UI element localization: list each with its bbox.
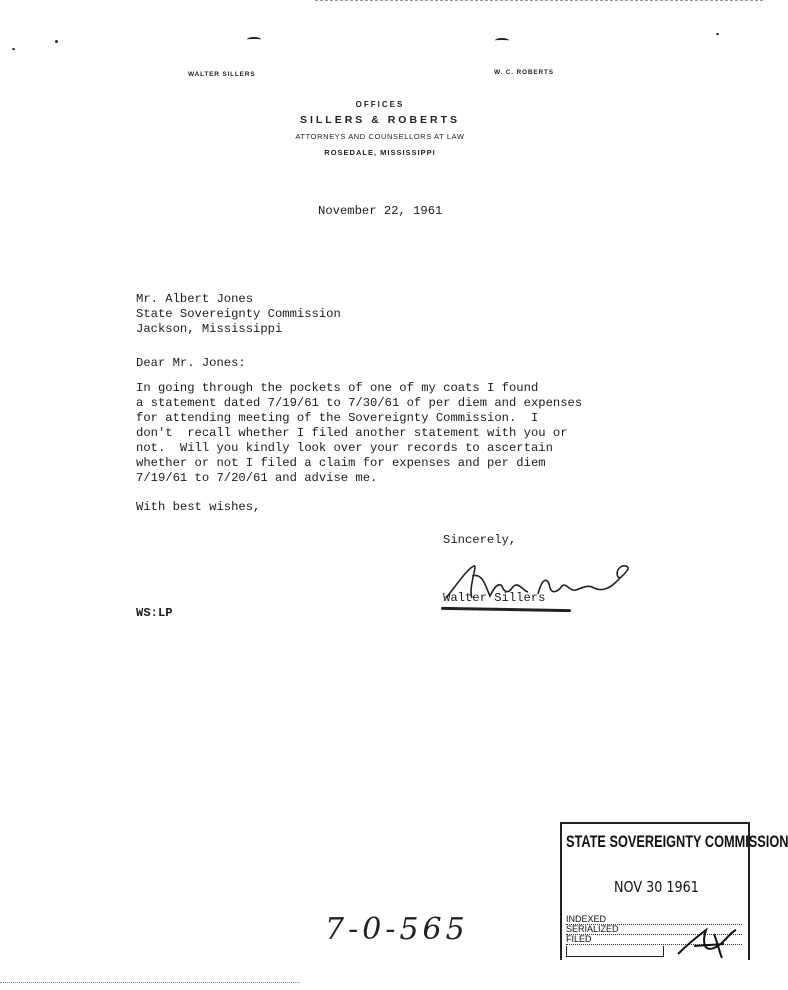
received-stamp [560,822,788,960]
address-line: Jackson, Mississippi [136,322,283,336]
letter-date: November 22, 1961 [318,204,443,218]
stamp-box [566,946,664,957]
body-line: whether or not I filed a claim for expenses and per diem [136,456,546,470]
scan-speck [12,48,15,50]
closing: With best wishes, [136,500,261,514]
recipient-address [136,292,341,337]
stamp-date: NOV 30 1961 [614,878,699,896]
scan-edge-marks [315,0,763,4]
partner-name-right: W. C. ROBERTS [494,69,554,76]
letterhead-firm-name: SILLERS & ROBERTS [299,114,461,126]
letterhead-offices: OFFICES [355,100,405,109]
body-line: 7/19/61 to 7/20/61 and advise me. [136,471,378,485]
address-line: State Sovereignty Commission [136,307,341,321]
scan-speck [716,33,719,35]
stamp-field-indexed: INDEXED [566,914,742,925]
scan-speck [55,40,58,43]
body-line: for attending meeting of the Sovereignty Commission. I [136,411,539,425]
address-line: Mr. Albert Jones [136,292,254,306]
letterhead-mark [495,38,509,43]
letterhead-city: ROSEDALE, MISSISSIPPI [324,148,436,157]
stamp-header: STATE SOVEREIGNTY COMMISSION [566,832,788,851]
scan-edge-marks [0,982,300,983]
body-line: don't recall whether I filed another statement with you or [136,426,568,440]
body-line: In going through the pockets of one of my coats I found [136,381,539,395]
body-line: a statement dated 7/19/61 to 7/30/61 of per diem and expenses [136,396,583,410]
stamp-handwritten-initials [674,924,744,960]
partner-name-left: WALTER SILLERS [188,71,256,78]
signer-name: Walter Sillers [443,591,546,605]
handwritten-file-number: 7-0-565 [325,912,469,947]
stamp-field-serialized: SERIALIZED [566,924,742,935]
letterhead-mark [247,37,261,42]
letterhead-description: ATTORNEYS AND COUNSELLORS AT LAW [295,132,465,141]
letter-body [136,381,582,486]
sign-off: Sincerely, [443,533,517,547]
reference-initials: WS:LP [136,606,173,620]
stamp-field-filed: FILED [566,934,742,945]
salutation: Dear Mr. Jones: [136,356,246,370]
body-line: not. Will you kindly look over your records to ascertain [136,441,553,455]
